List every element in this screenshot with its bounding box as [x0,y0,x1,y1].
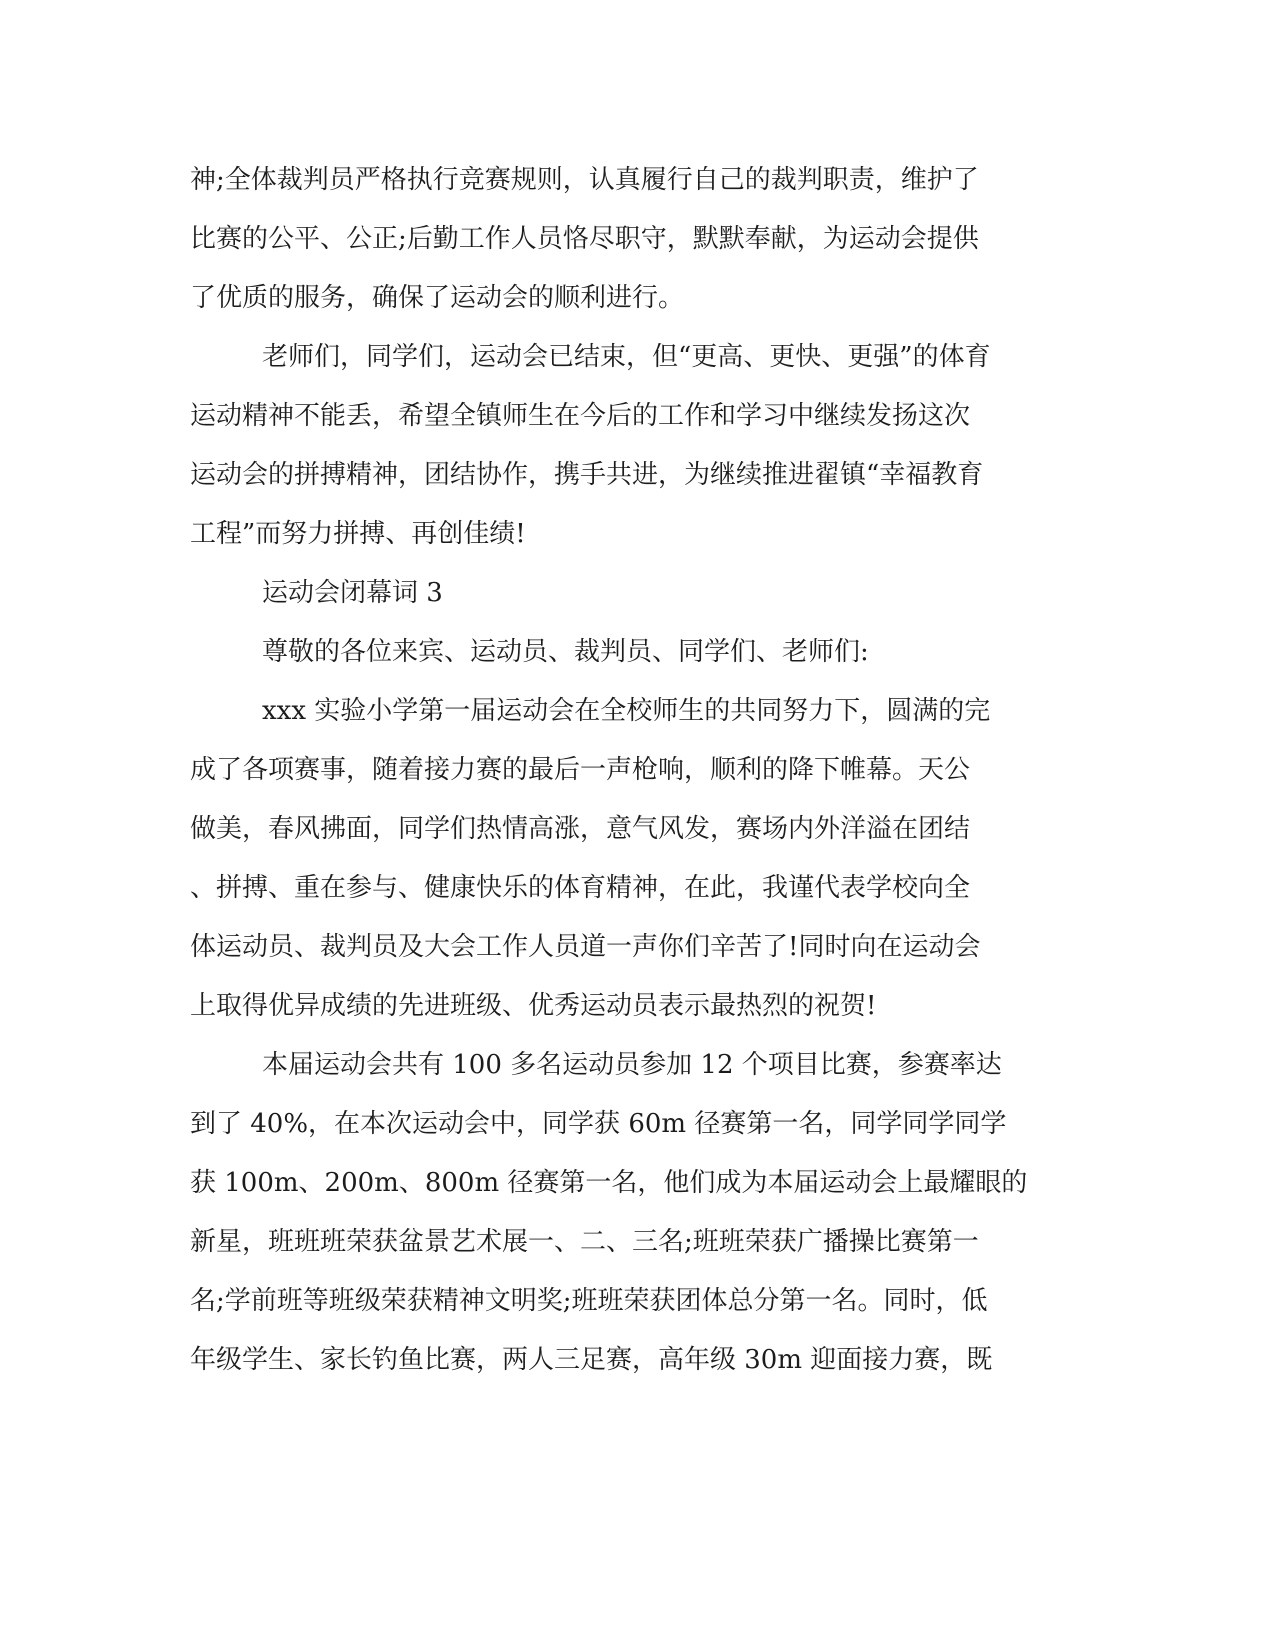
paragraph-line: 上取得优异成绩的先进班级、优秀运动员表示最热烈的祝贺! [190,991,877,1021]
paragraph-line: 本届运动会共有 100 多名运动员参加 12 个项目比赛，参赛率达 [262,1050,1002,1080]
paragraph-line: 做美，春风拂面，同学们热情高涨，意气风发，赛场内外洋溢在团结 [190,814,971,844]
salutation: 尊敬的各位来宾、运动员、裁判员、同学们、老师们: [262,637,869,667]
paragraph-line: xxx 实验小学第一届运动会在全校师生的共同努力下，圆满的完 [262,696,991,726]
paragraph-line: 运动精神不能丢，希望全镇师生在今后的工作和学习中继续发扬这次 [190,401,971,431]
paragraph-line: 运动会的拼搏精神，团结协作，携手共进，为继续推进翟镇“幸福教育 [190,460,984,490]
section-heading: 运动会闭幕词 3 [262,578,443,608]
paragraph-line: 到了 40%，在本次运动会中，同学获 60m 径赛第一名，同学同学同学 [190,1109,1007,1139]
paragraph-line: 神;全体裁判员严格执行竞赛规则，认真履行自己的裁判职责，维护了 [190,165,979,195]
paragraph-line: 名;学前班等班级荣获精神文明奖;班班荣获团体总分第一名。同时，低 [190,1286,988,1316]
paragraph-line: 体运动员、裁判员及大会工作人员道一声你们辛苦了!同时向在运动会 [190,932,981,962]
paragraph-line: 比赛的公平、公正;后勤工作人员恪尽职守，默默奉献，为运动会提供 [190,224,979,254]
paragraph-line: 年级学生、家长钓鱼比赛，两人三足赛，高年级 30m 迎面接力赛，既 [190,1345,993,1375]
paragraph-line: 工程”而努力拼搏、再创佳绩! [190,519,526,549]
paragraph-line: 、拼搏、重在参与、健康快乐的体育精神，在此，我谨代表学校向全 [190,873,971,903]
paragraph-line: 成了各项赛事，随着接力赛的最后一声枪响，顺利的降下帷幕。天公 [190,755,971,785]
paragraph-line: 新星，班班班荣获盆景艺术展一、二、三名;班班荣获广播操比赛第一 [190,1227,979,1257]
paragraph-line: 获 100m、200m、800m 径赛第一名，他们成为本届运动会上最耀眼的 [190,1168,1028,1198]
paragraph-line: 老师们，同学们，运动会已结束，但“更高、更快、更强”的体育 [262,342,991,372]
paragraph-line: 了优质的服务，确保了运动会的顺利进行。 [190,283,685,313]
